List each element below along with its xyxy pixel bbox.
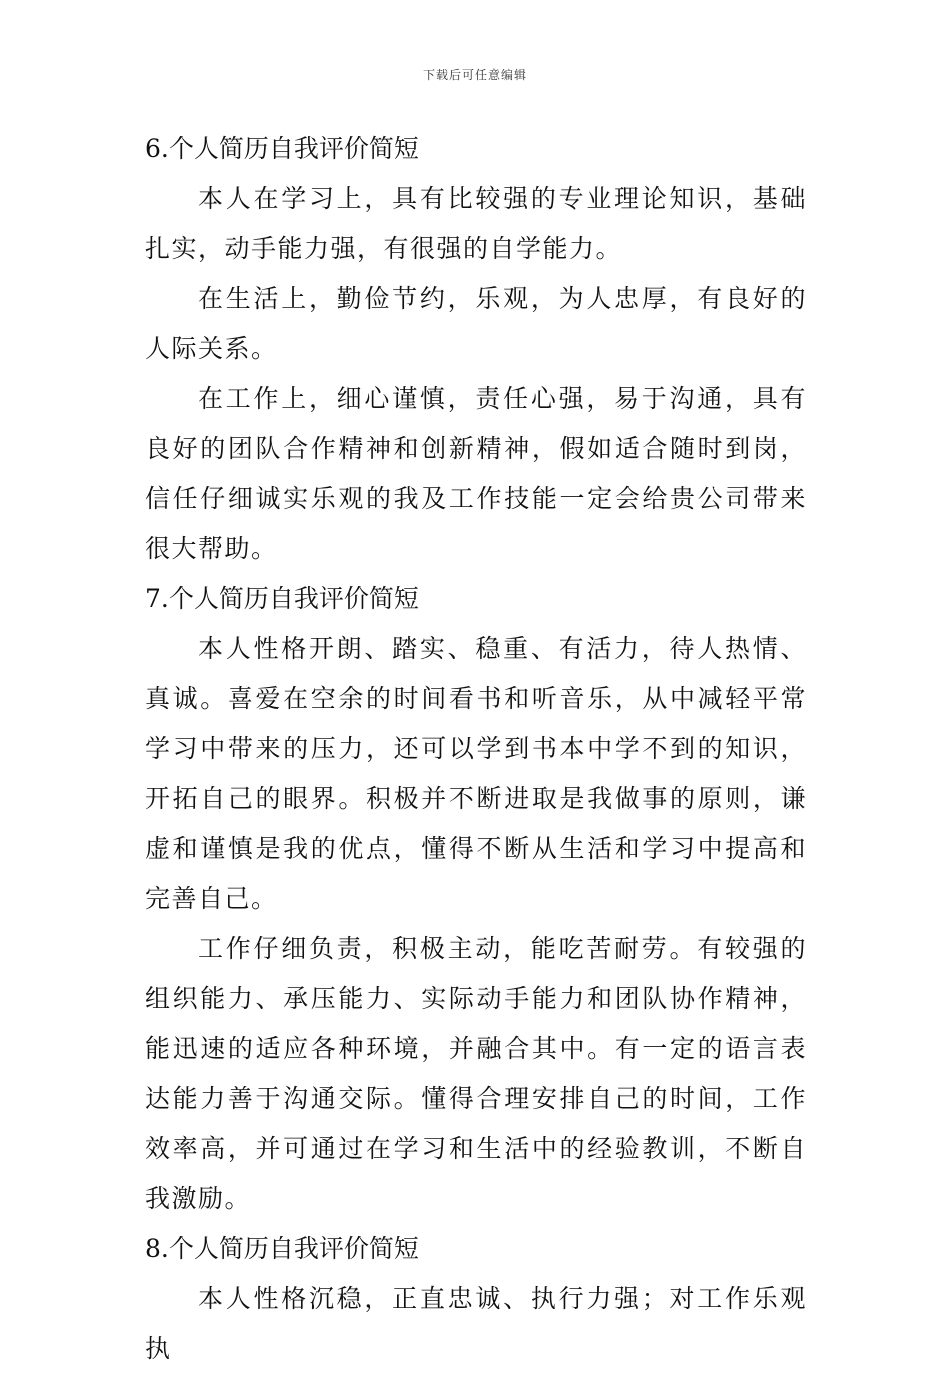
paragraph: 在生活上，勤俭节约，乐观，为人忠厚，有良好的人际关系。: [145, 284, 807, 363]
section-8: [145, 1224, 807, 1374]
paragraph: 在工作上，细心谨慎，责任心强，易于沟通，具有良好的团队合作精神和创新精神，假如适合随时到岗，信任仔细诚实乐观的我及工作技能一定会给贵公司带来很大帮助。: [145, 384, 807, 563]
section-heading: 7.个人简历自我评价简短: [145, 584, 419, 613]
section-7: [145, 574, 807, 1224]
section-heading: 8.个人简历自我评价简短: [145, 1234, 419, 1263]
header-note: 下载后可任意编辑: [422, 68, 527, 82]
paragraph: 本人性格开朗、踏实、稳重、有活力，待人热情、真诚。喜爱在空余的时间看书和听音乐，从中减轻平常学习中带来的压力，还可以学到书本中学不到的知识，开拓自己的眼界。积极并不断进取是我做事的原则，谦虚和谨慎是我的优点，懂得不断从生活和学习中提高和完善自己。: [145, 634, 807, 913]
paragraph: 本人性格沉稳，正直忠诚、执行力强；对工作乐观执: [145, 1284, 807, 1363]
document-body: [145, 124, 807, 1374]
paragraph: 工作仔细负责，积极主动，能吃苦耐劳。有较强的组织能力、承压能力、实际动手能力和团队协作精神，能迅速的适应各种环境，并融合其中。有一定的语言表达能力善于沟通交际。懂得合理安排自己的时间，工作效率高，并可通过在学习和生活中的经验教训，不断自我激励。: [145, 934, 807, 1213]
section-6: [145, 124, 807, 574]
section-heading: 6.个人简历自我评价简短: [145, 134, 419, 163]
paragraph: 本人在学习上，具有比较强的专业理论知识，基础扎实，动手能力强，有很强的自学能力。: [145, 184, 807, 263]
